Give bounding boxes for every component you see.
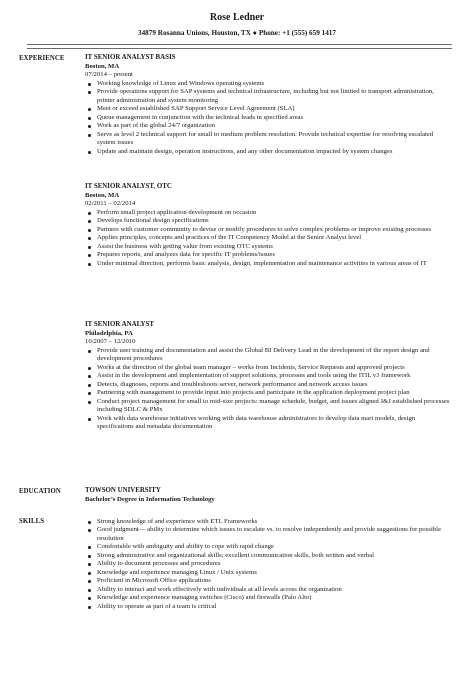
- section-education-label: EDUCATION: [19, 488, 61, 495]
- job-title: IT SENIOR ANALYST: [85, 321, 154, 328]
- job-title: IT SENIOR ANALYST BASIS: [85, 54, 176, 61]
- contact-line: 34879 Rosanna Unions, Houston, TX ● Phone: +1 (555) 659 1417: [137, 29, 336, 37]
- list-item: Ability to document processes and procedures: [85, 560, 453, 568]
- job-dates: 07/2014 – present: [85, 71, 133, 78]
- candidate-name: Rose Ledner: [209, 12, 265, 23]
- list-item: Good judgment— ability to determine which issues to escalate vs. to resolve independently and provide suggestions for possible resolution: [85, 526, 453, 543]
- job-dates: 02/2011 – 02/2014: [85, 200, 136, 207]
- list-item: Detects, diagnoses, reports and troubleshoots server, network performance and network access issues: [85, 381, 453, 389]
- list-item: Works at the direction of the global team manager – works from Incidents, Service Requests and approved projects: [85, 364, 453, 372]
- job-location: Boston, MA: [85, 63, 120, 70]
- list-item: Develops functional design specifications: [85, 217, 453, 225]
- education-degree: Bachelor’s Degree in Information Technology: [85, 496, 215, 503]
- list-item: Prepares reports, and analyzes data for specific IT problems/issues: [85, 251, 453, 259]
- list-item: Strong administrative and organizational skills; excellent communication skills, both written and verbal: [85, 552, 453, 560]
- list-item: Assist the business with getting value from existing OTC systems: [85, 243, 453, 251]
- education-school: TOWSON UNIVERSITY: [85, 487, 161, 494]
- job-location: Boston, MA: [85, 192, 120, 199]
- list-item: Under minimal direction, performs basic analysis, design, implementation and maintenance activities in various areas of IT: [85, 260, 453, 268]
- list-item: Applies principles, concepts and practices of the IT Competency Model at the Senior Analyst level: [85, 234, 453, 242]
- list-item: Assist in the development and implementation of support solutions, processes and tools using the ITIL v3 framework: [85, 372, 453, 380]
- list-item: Provide user training and documentation and assist the Global BI Delivery Lead in the development of the report design and development procedures: [85, 347, 453, 364]
- list-item: Knowledge and experience managing Linux / Unix systems: [85, 569, 453, 577]
- job-title: IT SENIOR ANALYST, OTC: [85, 183, 172, 190]
- list-item: Working knowledge of Linux and Windows operating systems: [85, 80, 453, 88]
- list-item: Work with data warehouse initiatives working with data warehouse administrators to develop data mart models, design specifications and metadata documentation: [85, 415, 453, 432]
- list-item: Work as part of the global 24/7 organization: [85, 122, 453, 130]
- list-item: Queue management in conjunction with the technical leads in specified areas: [85, 114, 453, 122]
- list-item: Comfortable with ambiguity and ability to cope with rapid change: [85, 543, 453, 551]
- list-item: Update and maintain design, operation instructions, and any other documentation impacted by system changes: [85, 148, 453, 156]
- list-item: Provide operations support for SAP systems and technical infrastructure, including but not limited to transport administration, printer administration and system monitoring: [85, 88, 453, 105]
- section-skills-label: SKILLS: [19, 518, 45, 525]
- list-item: Partnering with management to provide input into projects and participate in the application deployment project plan: [85, 389, 453, 397]
- list-item: Ability to operate as part of a team is critical: [85, 603, 453, 611]
- job-bullet-list: [85, 80, 453, 156]
- list-item: Meet or exceed established SAP Support Service Level Agreement (SLA): [85, 105, 453, 113]
- header-rule-bottom: [27, 48, 452, 49]
- list-item: Perform small project application development on occasion: [85, 209, 453, 217]
- list-item: Knowledge and experience managing switches (Cisco) and firewalls (Palo Alto): [85, 594, 453, 602]
- skills-list: [85, 518, 453, 611]
- list-item: Serve as level 2 technical support for small to medium problem resolution. Provide technical expertise for resolving escalated system issues: [85, 131, 453, 148]
- job-bullet-list: [85, 209, 453, 268]
- list-item: Proficient in Microsoft Office applications: [85, 577, 453, 585]
- header-rule-top: [27, 44, 452, 45]
- section-experience-label: EXPERIENCE: [19, 55, 65, 62]
- list-item: Strong knowledge of and experience with ETL Frameworks: [85, 518, 453, 526]
- job-location: Philadelphia, PA: [85, 330, 133, 337]
- job-dates: 10/2007 – 12/2010: [85, 338, 136, 345]
- job-bullet-list: [85, 347, 453, 432]
- list-item: Partners with customer community to devise or modify procedures to solve complex problems or improve existing processes: [85, 226, 453, 234]
- list-item: Conduct project management for small to mid-size projects: manage schedule, budget, and issues aligned J&J established processes including SDLC & PMx: [85, 398, 453, 415]
- list-item: Ability to interact and work effectively with individuals at all levels across the organization: [85, 586, 453, 594]
